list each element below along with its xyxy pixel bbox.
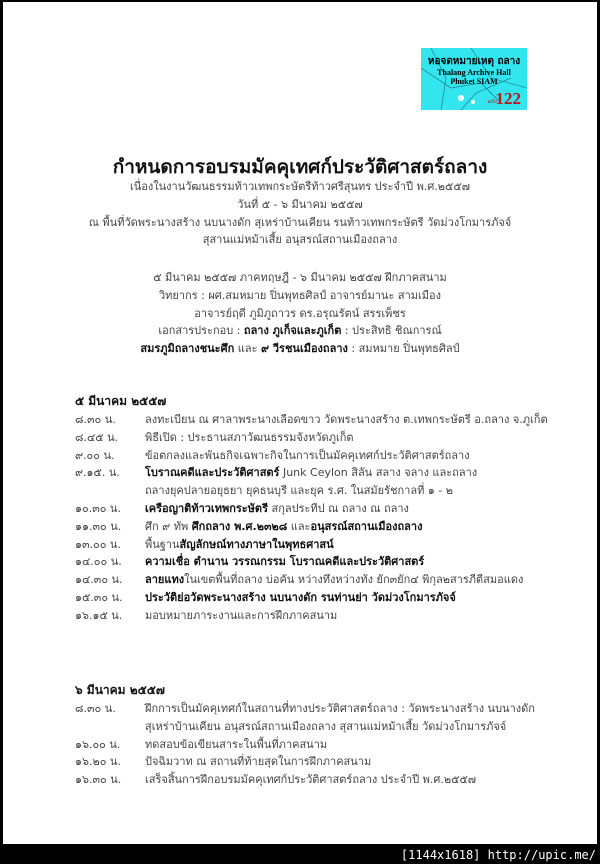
activity [145,484,453,497]
activity [145,755,371,768]
schedule-row [75,735,327,753]
schedule-row [75,570,523,588]
bold-text: ลายแทง [145,573,185,587]
bold-text: สมรภูมิถลางชนะศึก [140,342,235,356]
info-line [3,287,597,305]
text: อาจารย์ฤดี ภูมิภูถาวร ดร.อรุณรัตน์ สรรเพ็ชร [194,306,406,320]
activity [145,413,548,426]
time: ๑๔.๓๐ น. [75,573,123,587]
text: มอบหมายภาระงานและการฝึกภาคสนาม [145,608,338,622]
text: พื้นฐาน [145,537,180,551]
activity [145,609,337,622]
course-info [3,269,597,358]
time: ๑๔.๐๐ น. [75,555,122,569]
time: ๘.๓๐ น. [75,702,116,715]
schedule-row [75,535,334,553]
text: ถลางยุคปลายอยุธยา ยุคธนบุรี และยุค ร.ศ. ในสมัยรัชกาลที่ ๑ - ๒ [145,484,454,498]
schedule-row [75,752,371,770]
text: ในเขตพื้นที่ถลาง บ่อคัน หว่างทึงหว่างทัง ยัก๓ยัก๔ พิกุล๒สารภีตีสมอแดง [184,573,524,587]
activity [145,555,424,568]
time: ๑๖.๒๐ น. [75,755,121,769]
bold-text: เครือญาติท้าวเทพกระษัตรี [145,502,268,515]
text: และ [287,519,311,533]
time: ๑๖.๐๐ น. [75,737,121,751]
info-line [3,322,597,340]
activity [145,591,456,604]
schedule-row [75,552,424,570]
page-title: กำหนดการอบรมมัคคุเทศก์ประวัติศาสตร์ถลาง [112,156,488,178]
schedule-row [75,481,453,499]
text: สุเหร่าบ้านเคียน อนุสรณ์สถานเมืองถลาง สุสานแม่หม้าเสี้ย วัดม่วงโกมารภัจจ์ [145,719,507,733]
bold-text: ศึกถลาง พ.ศ.๒๓๒๘ [191,519,288,533]
schedule-row [75,517,422,535]
text: วิทยากร : ผศ.สมหมาย ปิ่นพุทธศิลป์ อาจารย์มานะ สามเมือง [159,288,441,302]
bold-text: ถลาง ภูเก็จและภูเก็ต [243,324,342,338]
text: ฝึกการเป็นมัคคุเทศก์ในสถานที่ทางประวัติศาสตร์ถลาง : วัดพระนางสร้าง นบนางดัก [145,702,535,715]
activity [145,520,422,533]
time: ๘.๔๕ น. [75,430,119,444]
schedule-row [75,699,535,717]
bold-text: ความเชื่อ ตำนาน วรรณกรรม โบราณคดีและประวัติศาสตร์ [145,555,425,569]
activity [145,449,470,462]
schedule-row [75,463,477,481]
text: เอกสารประกอบ : [158,324,244,338]
header-subtitle [3,178,597,249]
text: ข้อตกลงและพันธกิจเฉพาะกิจในการเป็นมัคคุเทศก์ประวัติศาสตร์ถลาง [145,448,470,462]
schedule-row [75,410,548,428]
bold-text: สัญลักษณ์ทางภาษาในพุทธศาสน์ [179,537,334,551]
text: และ [234,342,261,356]
activity [145,431,354,444]
text: พิธีเปิด : ประธานสภาวัฒนธรรมจังหวัดภูเก็ต [145,430,354,444]
day-heading: ๖ มีนาคม ๒๕๕๗ [75,683,165,697]
logo-thai-name: หอจดหมายเหตุ ถลาง [427,56,521,67]
day-heading: ๕ มีนาคม ๒๕๕๗ [75,394,167,408]
time: ๑๕.๓๐ น. [75,591,123,604]
time: ๑๑.๓๐ น. [75,519,122,533]
time: ๙.๑๕. น. [75,466,120,480]
text: สกุลประทีป ณ ถลาง ณ ถลาง [267,502,409,515]
info-line [3,305,597,323]
text: ๕ มีนาคม ๒๕๕๗ ภาคทฤษฎี - ๖ มีนาคม ๒๕๕๗ ฝึกภาคสนาม [153,271,447,284]
schedule-row [75,499,409,517]
info-line [3,340,597,358]
subtitle-line: วันที่ ๕ - ๖ มีนาคม ๒๕๕๗ [237,197,363,211]
text: Junk Ceylon สิลัน สลาง จลาง และถลาง [279,466,478,480]
activity [145,538,334,551]
time: ๑๐.๓๐ น. [75,502,121,515]
archive-logo [421,48,527,110]
activity [145,702,535,715]
text: ลงทะเบียน ณ ศาลาพระนางเลือดขาว วัดพระนางสร้าง ต.เทพกระษัตรี อ.ถลาง จ.ภูเก็ต [145,413,548,426]
bold-text: อนุสรณ์สถานเมืองถลาง [310,519,423,533]
schedule-row [75,770,476,788]
time: ๘.๓๐ น. [75,413,116,426]
text: ทดสอบข้อเขียนสาระในพื้นที่ภาคสนาม [145,737,328,751]
subtitle-line: สุสานแม่หม้าเสี้ย อนุสรณ์สถานเมืองถลาง [202,233,398,247]
text: เสร็จสิ้นการฝึกอบรมมัคคุเทศก์ประวัติศาสตร์ถลาง ประจำปี พ.ศ.๒๕๕๗ [145,773,477,787]
activity [145,466,477,479]
activity [145,573,523,586]
bold-text: โบราณคดีและประวัติศาสตร์ [145,466,280,480]
activity [145,720,506,733]
text: ศึก ๙ ทัพ [145,519,192,533]
logo-number: 122 [495,89,521,108]
bold-text: ประวัติย่อวัดพระนางสร้าง นบนางดัก รนท่านย่า วัดม่วงโกมารภัจจ์ [145,591,456,604]
info-line [3,269,597,287]
activity [145,502,409,515]
time: ๑๖.๓๐ น. [75,773,122,787]
text: ปัจฉิมวาท ณ สถานที่ท้ายสุดในการฝึกภาคสนาม [145,755,372,769]
schedule-row [75,717,506,735]
time: ๑๖.๑๕ น. [75,608,123,622]
schedule-row [75,588,456,606]
subtitle-line: เนื่องในงานวัฒนธรรมท้าวเทพกระษัตรีท้าวศรีสุนทร ประจำปี พ.ศ.๒๕๕๗ [130,180,470,193]
text: : ประสิทธิ ชิณการณ์ [341,324,442,338]
image-host-footer: [1144x1618] http://upic.me/ [400,848,596,862]
activity [145,738,327,751]
logo-location: Phuket SIAM [450,77,498,86]
subtitle-line: ณ พื้นที่วัดพระนางสร้าง นบนางดัก สุเหร่าบ้านเคียน รนท้าวเทพกระษัตรี วัดม่วงโกมารภัจจ์ [88,215,512,229]
logo-english-name: Thalang Archive Hall [437,68,511,77]
time: ๑๓.๐๐ น. [75,537,121,551]
text: : สมหมาย ปิ่นพุทธศิลป์ [347,342,460,356]
schedule-row [75,606,337,624]
schedule-row [75,428,354,446]
logo-prefix: ฉบับ [487,99,497,105]
time: ๙.๐๐ น. [75,448,115,462]
activity [145,773,476,786]
schedule-row [75,446,470,464]
document-page [3,2,597,844]
bold-text: ๙ วีรชนเมืองถลาง [260,342,348,356]
